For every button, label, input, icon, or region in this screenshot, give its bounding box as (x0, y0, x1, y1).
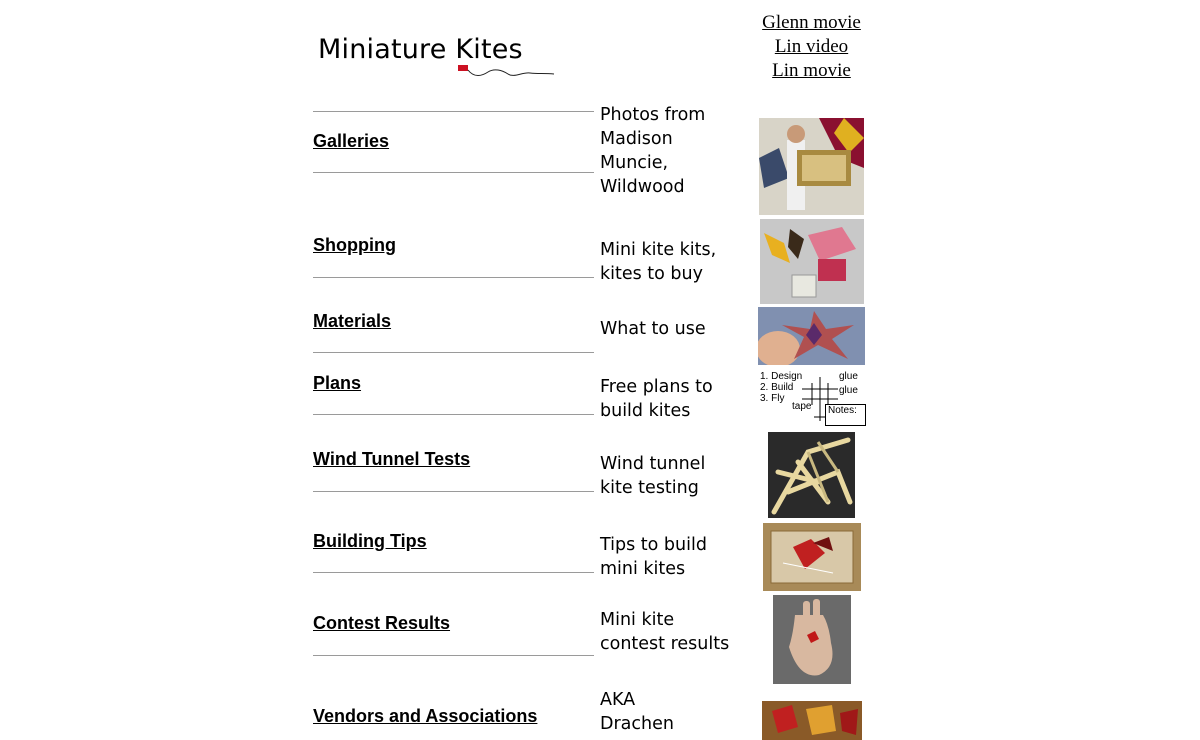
desc-line: mini kites (600, 559, 686, 579)
desc-line: Tips to build (600, 535, 707, 555)
shopping-thumbnail[interactable] (760, 219, 864, 304)
desc-line: build kites (600, 401, 691, 421)
nav-link-contest-results[interactable]: Contest Results (313, 613, 451, 633)
glenn-movie-link[interactable]: Glenn movie (762, 12, 861, 33)
glue-label: glue (839, 385, 858, 396)
wind-tunnel-description (600, 452, 750, 500)
lin-video-link[interactable]: Lin video (774, 36, 849, 57)
plan-step: 2. Build (760, 382, 794, 393)
building-tips-description (600, 533, 750, 581)
galleries-description (600, 103, 750, 199)
materials-thumbnail[interactable] (758, 307, 865, 365)
lin-movie-link[interactable]: Lin movie (772, 60, 851, 81)
plan-step: 1. Design (760, 371, 803, 382)
kite-string-decoration (456, 62, 556, 82)
building-tips-thumbnail[interactable] (763, 523, 861, 591)
vendors-thumbnail[interactable] (762, 701, 862, 740)
notes-box: Notes: (825, 404, 866, 426)
plans-description (600, 375, 750, 423)
materials-description (600, 317, 750, 341)
nav-link-vendors-and-associations[interactable]: Vendors and Associations (313, 706, 538, 726)
divider (313, 352, 594, 353)
nav-link-plans[interactable]: Plans (313, 373, 362, 393)
desc-line: kites to buy (600, 264, 703, 284)
desc-line: Muncie, (600, 153, 669, 173)
desc-line: Free plans to (600, 377, 713, 397)
video-links (740, 11, 883, 83)
wind-tunnel-thumbnail[interactable] (768, 432, 855, 518)
desc-line: Mini kite (600, 610, 675, 630)
contest-results-description (600, 608, 750, 656)
desc-line: Wind tunnel (600, 454, 706, 474)
desc-line: AKA (600, 690, 636, 710)
nav-link-galleries[interactable]: Galleries (313, 131, 390, 151)
shopping-description (600, 238, 750, 286)
nav-link-wind-tunnel-tests[interactable]: Wind Tunnel Tests (313, 449, 471, 469)
nav-link-materials[interactable]: Materials (313, 311, 392, 331)
plan-step: 3. Fly (760, 393, 785, 404)
nav-link-building-tips[interactable]: Building Tips (313, 531, 427, 551)
tape-label: tape (792, 401, 812, 412)
desc-line: Wildwood (600, 177, 685, 197)
divider (313, 572, 594, 573)
galleries-thumbnail[interactable] (759, 118, 864, 215)
desc-line: What to use (600, 319, 706, 339)
vendors-description (600, 688, 750, 736)
divider (313, 491, 594, 492)
tiny-kite-icon (458, 65, 468, 71)
desc-line: contest results (600, 634, 730, 654)
desc-line: kite testing (600, 478, 699, 498)
desc-line: Mini kite kits, (600, 240, 717, 260)
plans-diagram-thumbnail[interactable] (758, 371, 866, 429)
desc-line: Madison (600, 129, 673, 149)
divider (313, 172, 594, 173)
desc-line: Drachen (600, 714, 674, 734)
divider (313, 414, 594, 415)
contest-results-thumbnail[interactable] (773, 595, 851, 684)
divider (313, 111, 594, 112)
desc-line: Photos from (600, 105, 706, 125)
plans-steps (760, 371, 802, 404)
divider (313, 277, 594, 278)
nav-link-shopping[interactable]: Shopping (313, 235, 396, 255)
glue-label: glue (839, 371, 858, 382)
divider (313, 655, 594, 656)
site-title: Miniature Kites (318, 34, 523, 65)
